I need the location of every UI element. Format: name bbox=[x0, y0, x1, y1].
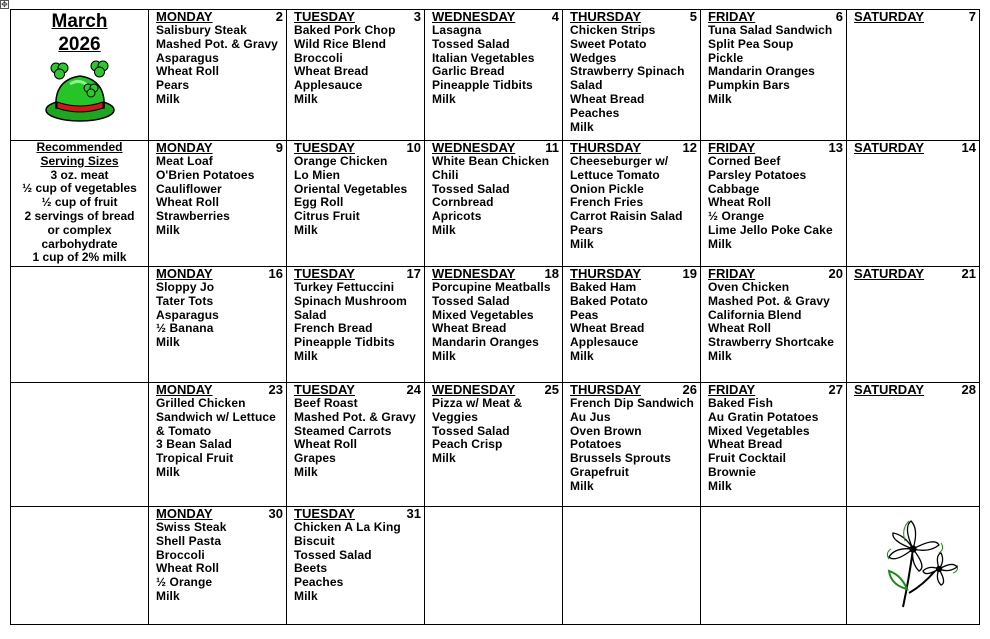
list-item: Garlic Bread bbox=[432, 64, 505, 79]
list-item: Milk bbox=[156, 91, 180, 106]
menu-items bbox=[156, 281, 283, 350]
day-name: WEDNESDAY bbox=[432, 266, 516, 281]
list-item: Peas bbox=[570, 307, 599, 322]
list-item: Chili bbox=[432, 167, 459, 182]
list-item: Milk bbox=[570, 348, 594, 363]
list-item: Split Pea Soup bbox=[708, 36, 794, 51]
day-cell bbox=[847, 267, 980, 383]
serving-heading: Serving Sizes bbox=[40, 153, 119, 168]
week-row-5 bbox=[11, 507, 980, 625]
list-item: Corned Beef bbox=[708, 154, 781, 168]
menu-items bbox=[432, 397, 559, 466]
day-name: MONDAY bbox=[156, 140, 213, 155]
list-item: Peaches bbox=[294, 575, 344, 590]
flower-clipart-icon bbox=[883, 519, 963, 611]
list-item: Pineapple Tidbits bbox=[294, 335, 395, 350]
day-cell bbox=[287, 10, 425, 141]
list-item: Grapefruit bbox=[570, 464, 630, 479]
list-item: Milk bbox=[708, 478, 732, 493]
day-name: FRIDAY bbox=[708, 140, 756, 155]
leprechaun-hat-icon bbox=[40, 58, 120, 124]
day-name: THURSDAY bbox=[570, 266, 642, 281]
list-item: Grilled Chicken bbox=[156, 396, 246, 410]
day-number: 31 bbox=[406, 506, 421, 521]
list-item: Milk bbox=[432, 222, 456, 237]
list-item: Spinach Mushroom bbox=[294, 293, 407, 308]
list-item: Wheat Bread bbox=[570, 91, 645, 106]
list-item: Wheat Bread bbox=[570, 321, 645, 336]
menu-items bbox=[294, 155, 421, 238]
day-cell bbox=[149, 141, 287, 267]
week-row-4 bbox=[11, 383, 980, 507]
list-item: Tossed Salad bbox=[294, 547, 372, 562]
list-item: French Dip Sandwich bbox=[570, 396, 694, 410]
list-item: Swiss Steak bbox=[156, 520, 227, 534]
list-item: Brussels Sprouts bbox=[570, 451, 671, 466]
list-item: Cabbage bbox=[708, 181, 760, 196]
list-item: Tossed Salad bbox=[432, 293, 510, 308]
list-item: Tossed Salad bbox=[432, 181, 510, 196]
list-item: Carrot Raisin Salad bbox=[570, 209, 683, 224]
day-number: 11 bbox=[545, 140, 559, 155]
list-item: Broccoli bbox=[294, 50, 343, 65]
list-item: Mixed Vegetables bbox=[432, 307, 534, 322]
list-item: Tuna Salad Sandwich bbox=[708, 23, 833, 37]
list-item: Applesauce bbox=[570, 335, 639, 350]
list-item: Milk bbox=[432, 348, 456, 363]
list-item: Grapes bbox=[294, 451, 336, 466]
list-item: Asparagus bbox=[156, 50, 219, 65]
list-item: Oven Chicken bbox=[708, 280, 790, 294]
menu-items bbox=[708, 24, 843, 107]
day-name: THURSDAY bbox=[570, 9, 642, 24]
list-item: Au Gratin Potatoes bbox=[708, 409, 819, 424]
day-cell bbox=[563, 10, 701, 141]
list-item: 3 oz. meat bbox=[50, 167, 109, 182]
day-name: MONDAY bbox=[156, 506, 213, 521]
day-cell bbox=[847, 383, 980, 507]
list-item: Veggies bbox=[432, 409, 479, 424]
day-number: 17 bbox=[406, 266, 421, 281]
menu-items bbox=[432, 281, 559, 364]
table-move-handle-icon[interactable]: ✥ bbox=[1, 0, 8, 9]
day-name: SATURDAY bbox=[854, 140, 925, 155]
day-cell bbox=[149, 10, 287, 141]
list-item: Egg Roll bbox=[294, 195, 344, 210]
empty-cell bbox=[11, 267, 149, 383]
list-item: Au Jus bbox=[570, 409, 611, 424]
menu-items bbox=[294, 281, 421, 364]
menu-items bbox=[432, 155, 559, 238]
list-item: Shell Pasta bbox=[156, 533, 222, 548]
list-item: French Bread bbox=[294, 321, 373, 336]
empty-cell bbox=[11, 383, 149, 507]
menu-items bbox=[708, 155, 843, 252]
list-item: Strawberry Spinach bbox=[570, 64, 685, 79]
menu-items bbox=[294, 521, 421, 604]
list-item: Milk bbox=[294, 222, 318, 237]
list-item: Wheat Roll bbox=[156, 195, 219, 210]
list-item: Steamed Carrots bbox=[294, 423, 392, 438]
day-number: 7 bbox=[968, 9, 976, 24]
menu-items bbox=[294, 24, 421, 107]
list-item: Milk bbox=[156, 222, 180, 237]
day-cell bbox=[149, 507, 287, 625]
list-item: Tossed Salad bbox=[432, 36, 510, 51]
list-item: Italian Vegetables bbox=[432, 50, 535, 65]
list-item: Milk bbox=[708, 348, 732, 363]
day-number: 13 bbox=[828, 140, 843, 155]
list-item: Peaches bbox=[570, 105, 620, 120]
list-item: Salad bbox=[294, 307, 327, 322]
list-item: Pizza w/ Meat & bbox=[432, 396, 523, 410]
serving-heading: Recommended bbox=[36, 140, 123, 154]
list-item: & Tomato bbox=[156, 423, 212, 438]
list-item: Sandwich w/ Lettuce bbox=[156, 409, 276, 424]
list-item: ½ cup of fruit bbox=[41, 195, 118, 210]
menu-items bbox=[708, 281, 843, 364]
menu-items bbox=[570, 24, 697, 134]
day-number: 23 bbox=[268, 382, 283, 397]
list-item: Porcupine Meatballs bbox=[432, 280, 551, 294]
list-item: Applesauce bbox=[294, 78, 363, 93]
list-item: Lasagna bbox=[432, 23, 482, 37]
day-number: 30 bbox=[268, 506, 283, 521]
day-number: 24 bbox=[406, 382, 421, 397]
day-cell bbox=[847, 10, 980, 141]
list-item: Baked Ham bbox=[570, 280, 637, 294]
list-item: Milk bbox=[156, 588, 180, 603]
list-item: Wedges bbox=[570, 50, 617, 65]
day-number: 16 bbox=[268, 266, 283, 281]
day-number: 27 bbox=[828, 382, 843, 397]
list-item: Baked Fish bbox=[708, 396, 774, 410]
list-item: Turkey Fettuccini bbox=[294, 280, 395, 294]
list-item: Milk bbox=[708, 91, 732, 106]
year-title: 2026 bbox=[58, 34, 101, 55]
list-item: Lo Mien bbox=[294, 167, 341, 182]
day-number: 25 bbox=[544, 382, 559, 397]
list-item: Potatoes bbox=[570, 437, 622, 452]
day-cell bbox=[287, 141, 425, 267]
day-number: 19 bbox=[682, 266, 697, 281]
day-number: 12 bbox=[682, 140, 697, 155]
day-name: FRIDAY bbox=[708, 9, 756, 24]
list-item: Milk bbox=[294, 348, 318, 363]
list-item: Mashed Pot. & Gravy bbox=[294, 409, 416, 424]
day-cell bbox=[847, 141, 980, 267]
day-cell bbox=[701, 10, 847, 141]
day-name: WEDNESDAY bbox=[432, 9, 516, 24]
list-item: Milk bbox=[570, 236, 594, 251]
list-item: Sweet Potato bbox=[570, 36, 647, 51]
list-item: Wheat Roll bbox=[294, 437, 357, 452]
list-item: 1 cup of 2% milk bbox=[32, 250, 127, 265]
day-number: 4 bbox=[551, 9, 559, 24]
day-name: MONDAY bbox=[156, 382, 213, 397]
list-item: Cauliflower bbox=[156, 181, 222, 196]
list-item: Oven Brown bbox=[570, 423, 642, 438]
menu-items bbox=[156, 155, 283, 238]
list-item: Pears bbox=[570, 222, 604, 237]
menu-items bbox=[156, 24, 283, 107]
list-item: Pears bbox=[156, 78, 190, 93]
list-item: Sloppy Jo bbox=[156, 280, 215, 294]
menu-items bbox=[570, 281, 697, 364]
day-number: 21 bbox=[961, 266, 976, 281]
list-item: Fruit Cocktail bbox=[708, 451, 787, 466]
serving-lines bbox=[11, 169, 148, 266]
list-item: 2 servings of bread bbox=[24, 208, 135, 223]
list-item: Biscuit bbox=[294, 533, 335, 548]
day-number: 2 bbox=[275, 9, 283, 24]
day-name: SATURDAY bbox=[854, 382, 925, 397]
list-item: Lettuce Tomato bbox=[570, 167, 660, 182]
list-item: Chicken A La King bbox=[294, 520, 401, 534]
serving-sizes-cell bbox=[11, 141, 149, 267]
list-item: Asparagus bbox=[156, 307, 219, 322]
list-item: Mashed Pot. & Gravy bbox=[156, 36, 278, 51]
list-item: Milk bbox=[432, 451, 456, 466]
list-item: carbohydrate bbox=[41, 236, 118, 251]
list-item: Citrus Fruit bbox=[294, 209, 360, 224]
day-name: WEDNESDAY bbox=[432, 140, 516, 155]
day-name: WEDNESDAY bbox=[432, 382, 516, 397]
list-item: Tater Tots bbox=[156, 293, 214, 308]
list-item: Mashed Pot. & Gravy bbox=[708, 293, 830, 308]
week-row-1 bbox=[11, 10, 980, 141]
list-item: Milk bbox=[570, 478, 594, 493]
list-item: Milk bbox=[156, 335, 180, 350]
list-item: Milk bbox=[432, 91, 456, 106]
list-item: Mandarin Oranges bbox=[432, 335, 539, 350]
list-item: Pickle bbox=[708, 50, 744, 65]
day-name: SATURDAY bbox=[854, 9, 925, 24]
list-item: 3 Bean Salad bbox=[156, 437, 232, 452]
list-item: ½ cup of vegetables bbox=[22, 181, 137, 196]
empty-cell bbox=[11, 507, 149, 625]
list-item: California Blend bbox=[708, 307, 802, 322]
list-item: Meat Loaf bbox=[156, 154, 213, 168]
flower-cell bbox=[847, 507, 980, 625]
list-item: Beets bbox=[294, 561, 328, 576]
list-item: Peach Crisp bbox=[432, 437, 503, 452]
day-name: TUESDAY bbox=[294, 266, 355, 281]
week-row-2 bbox=[11, 141, 980, 267]
list-item: Parsley Potatoes bbox=[708, 167, 807, 182]
day-name: TUESDAY bbox=[294, 9, 355, 24]
list-item: Lime Jello Poke Cake bbox=[708, 222, 833, 237]
list-item: Broccoli bbox=[156, 547, 205, 562]
day-cell bbox=[287, 507, 425, 625]
list-item: ½ Banana bbox=[156, 321, 214, 336]
list-item: Brownie bbox=[708, 464, 757, 479]
day-name: FRIDAY bbox=[708, 382, 756, 397]
list-item: Wheat Bread bbox=[294, 64, 369, 79]
list-item: Wheat Bread bbox=[432, 321, 507, 336]
empty-cell bbox=[563, 507, 701, 625]
day-cell bbox=[149, 267, 287, 383]
list-item: Pumpkin Bars bbox=[708, 78, 790, 93]
day-name: THURSDAY bbox=[570, 140, 642, 155]
list-item: Milk bbox=[708, 236, 732, 251]
day-cell bbox=[425, 383, 563, 507]
list-item: Tropical Fruit bbox=[156, 451, 234, 466]
day-name: TUESDAY bbox=[294, 140, 355, 155]
day-name: TUESDAY bbox=[294, 382, 355, 397]
day-name: THURSDAY bbox=[570, 382, 642, 397]
day-number: 14 bbox=[961, 140, 976, 155]
day-cell bbox=[425, 267, 563, 383]
list-item: Milk bbox=[294, 91, 318, 106]
day-cell bbox=[701, 141, 847, 267]
day-number: 28 bbox=[961, 382, 976, 397]
list-item: O'Brien Potatoes bbox=[156, 167, 255, 182]
empty-cell bbox=[425, 507, 563, 625]
list-item: Milk bbox=[156, 464, 180, 479]
menu-items bbox=[156, 521, 283, 604]
list-item: Wild Rice Blend bbox=[294, 36, 387, 51]
menu-items bbox=[570, 155, 697, 252]
day-number: 26 bbox=[682, 382, 697, 397]
day-cell bbox=[563, 383, 701, 507]
list-item: Apricots bbox=[432, 209, 482, 224]
day-cell bbox=[287, 267, 425, 383]
list-item: ½ Orange bbox=[156, 575, 213, 590]
list-item: Onion Pickle bbox=[570, 181, 644, 196]
list-item: Oriental Vegetables bbox=[294, 181, 408, 196]
day-cell bbox=[563, 141, 701, 267]
day-cell bbox=[701, 267, 847, 383]
list-item: Wheat Bread bbox=[708, 437, 783, 452]
day-cell bbox=[287, 383, 425, 507]
list-item: Beef Roast bbox=[294, 396, 358, 410]
day-name: MONDAY bbox=[156, 9, 213, 24]
menu-items bbox=[294, 397, 421, 480]
list-item: or complex bbox=[47, 222, 112, 237]
list-item: Wheat Roll bbox=[708, 321, 771, 336]
day-number: 6 bbox=[835, 9, 843, 24]
list-item: Milk bbox=[294, 588, 318, 603]
list-item: Salad bbox=[570, 78, 603, 93]
day-cell bbox=[563, 267, 701, 383]
menu-items bbox=[156, 397, 283, 480]
list-item: Wheat Roll bbox=[156, 561, 219, 576]
list-item: Mixed Vegetables bbox=[708, 423, 810, 438]
day-name: FRIDAY bbox=[708, 266, 756, 281]
day-number: 9 bbox=[275, 140, 283, 155]
list-item: Baked Potato bbox=[570, 293, 648, 308]
day-name: TUESDAY bbox=[294, 506, 355, 521]
day-cell bbox=[425, 141, 563, 267]
menu-items bbox=[432, 24, 559, 107]
empty-cell bbox=[701, 507, 847, 625]
menu-calendar bbox=[10, 9, 980, 625]
list-item: Cheeseburger w/ bbox=[570, 154, 669, 168]
list-item: French Fries bbox=[570, 195, 644, 210]
list-item: White Bean Chicken bbox=[432, 154, 550, 168]
list-item: Orange Chicken bbox=[294, 154, 388, 168]
day-name: MONDAY bbox=[156, 266, 213, 281]
list-item: Milk bbox=[570, 119, 594, 134]
list-item: Milk bbox=[294, 464, 318, 479]
day-number: 3 bbox=[413, 9, 421, 24]
list-item: Salisbury Steak bbox=[156, 23, 247, 37]
list-item: Mandarin Oranges bbox=[708, 64, 815, 79]
menu-items bbox=[570, 397, 697, 494]
list-item: Wheat Roll bbox=[708, 195, 771, 210]
day-number: 5 bbox=[689, 9, 697, 24]
list-item: Wheat Roll bbox=[156, 64, 219, 79]
day-number: 20 bbox=[828, 266, 843, 281]
day-number: 10 bbox=[406, 140, 421, 155]
list-item: Tossed Salad bbox=[432, 423, 510, 438]
list-item: Chicken Strips bbox=[570, 23, 656, 37]
menu-items bbox=[708, 397, 843, 494]
list-item: ½ Orange bbox=[708, 209, 765, 224]
list-item: Strawberries bbox=[156, 209, 230, 224]
day-cell bbox=[701, 383, 847, 507]
list-item: Strawberry Shortcake bbox=[708, 335, 835, 350]
month-title: March bbox=[51, 11, 108, 32]
day-cell bbox=[149, 383, 287, 507]
week-row-3 bbox=[11, 267, 980, 383]
day-cell bbox=[425, 10, 563, 141]
day-number: 18 bbox=[544, 266, 559, 281]
day-name: SATURDAY bbox=[854, 266, 925, 281]
list-item: Pineapple Tidbits bbox=[432, 78, 533, 93]
list-item: Baked Pork Chop bbox=[294, 23, 396, 37]
title-cell bbox=[11, 10, 149, 141]
list-item: Cornbread bbox=[432, 195, 494, 210]
